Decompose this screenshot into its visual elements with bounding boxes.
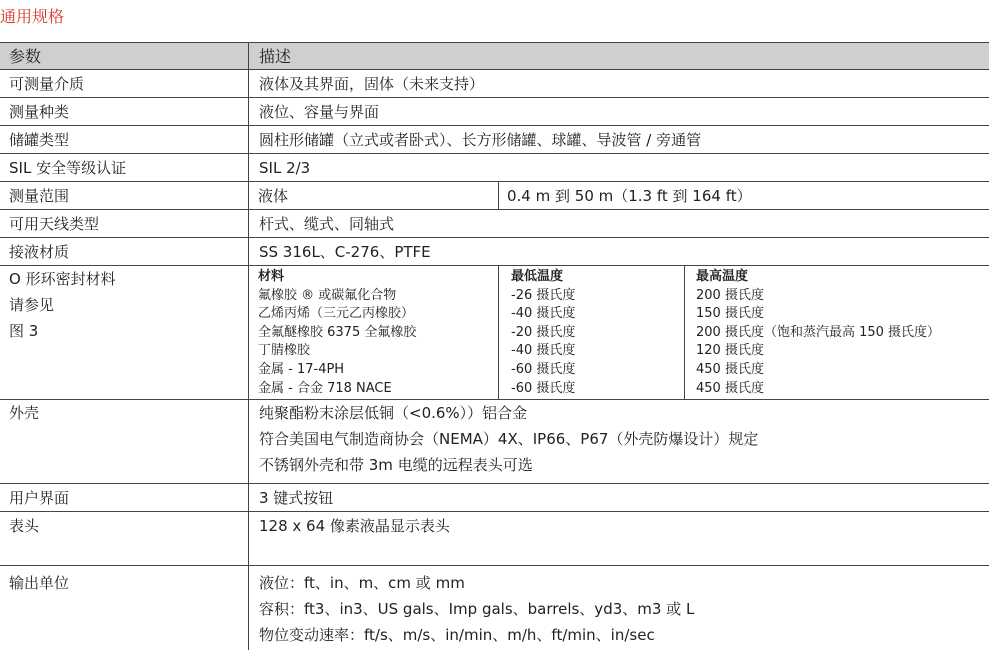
oring-label-line: 图 3 xyxy=(9,322,39,340)
oring-material-col xyxy=(250,266,499,399)
oring-material-header: 材料 xyxy=(258,269,285,284)
row-label: 输出单位 xyxy=(9,574,70,592)
row-label: 可测量介质 xyxy=(9,75,85,93)
table-row xyxy=(0,484,989,512)
row-value: SS 316L、C-276、PTFE xyxy=(259,243,431,261)
table-row xyxy=(0,126,989,154)
oring-max-temp: 200 摄氏度（饱和蒸汽最高 150 摄氏度） xyxy=(696,324,941,340)
oring-min-temp: -26 摄氏度 xyxy=(511,287,576,303)
row-label: 外壳 xyxy=(9,404,40,422)
table-header xyxy=(0,42,989,70)
header-desc: 描述 xyxy=(259,47,292,66)
oring-material: 丁腈橡胶 xyxy=(258,343,311,359)
oring-min-header: 最低温度 xyxy=(511,269,564,284)
oring-material: 金属 - 合金 718 NACE xyxy=(258,380,392,396)
oring-min-temp: -20 摄氏度 xyxy=(511,324,576,340)
oring-material: 氟橡胶 ® 或碳氟化合物 xyxy=(258,287,397,303)
row-label: SIL 安全等级认证 xyxy=(9,159,127,177)
oring-min-temp: -60 摄氏度 xyxy=(511,361,576,377)
row-value: 3 键式按钮 xyxy=(259,489,334,507)
row-value-line: 符合美国电气制造商协会（NEMA）4X、IP66、P67（外壳防爆设计）规定 xyxy=(259,430,759,448)
row-value-line: 液位：ft、in、m、cm 或 mm xyxy=(259,574,465,592)
header-param: 参数 xyxy=(9,47,42,66)
row-label: 储罐类型 xyxy=(9,131,70,149)
oring-label-line: O 形环密封材料 xyxy=(9,270,116,288)
row-value: 液体及其界面，固体（未来支持） xyxy=(259,75,485,93)
oring-label-line: 请参见 xyxy=(9,296,55,314)
oring-min-col xyxy=(499,266,685,399)
oring-max-temp: 120 摄氏度 xyxy=(696,343,764,359)
row-label: 用户界面 xyxy=(9,489,70,507)
table-row xyxy=(0,566,989,650)
row-label: 接液材质 xyxy=(9,243,70,261)
row-value-line: 不锈钢外壳和带 3m 电缆的远程表头可选 xyxy=(259,456,533,474)
row-value: SIL 2/3 xyxy=(259,159,311,177)
oring-min-temp: -60 摄氏度 xyxy=(511,380,576,396)
oring-min-temp: -40 摄氏度 xyxy=(511,343,576,359)
row-value-range: 0.4 m 到 50 m（1.3 ft 到 164 ft） xyxy=(507,187,752,205)
table-row xyxy=(0,70,989,98)
oring-min-temp: -40 摄氏度 xyxy=(511,306,576,322)
oring-row xyxy=(0,266,989,400)
oring-material: 乙烯丙烯（三元乙丙橡胶） xyxy=(258,306,415,322)
section-title: 通用规格 xyxy=(0,7,65,26)
row-value-line: 纯聚酯粉末涂层低铜（<0.6%））铝合金 xyxy=(259,404,528,422)
row-value-line: 物位变动速率：ft/s、m/s、in/min、m/h、ft/min、in/sec xyxy=(259,626,655,644)
row-label: 测量种类 xyxy=(9,103,70,121)
oring-material: 金属 - 17-4PH xyxy=(258,361,345,377)
row-label: 测量范围 xyxy=(9,187,70,205)
oring-max-temp: 200 摄氏度 xyxy=(696,287,764,303)
oring-max-temp: 450 摄氏度 xyxy=(696,361,764,377)
row-label: 表头 xyxy=(9,517,40,535)
table-row xyxy=(0,98,989,126)
oring-max-temp: 150 摄氏度 xyxy=(696,306,764,322)
row-value: 128 x 64 像素液晶显示表头 xyxy=(259,517,450,535)
row-value: 液位、容量与界面 xyxy=(259,103,380,121)
row-value: 液体 xyxy=(258,187,289,205)
oring-material: 全氟醚橡胶 6375 全氟橡胶 xyxy=(258,324,417,340)
oring-max-temp: 450 摄氏度 xyxy=(696,380,764,396)
table-row xyxy=(0,400,989,484)
spec-table xyxy=(0,42,989,650)
row-value-line: 容积：ft3、in3、US gals、Imp gals、barrels、yd3、m3 或 L xyxy=(259,600,695,618)
table-row xyxy=(0,182,989,210)
table-row xyxy=(0,154,989,182)
table-row xyxy=(0,512,989,566)
oring-max-col xyxy=(685,266,989,399)
row-value: 杆式、缆式、同轴式 xyxy=(259,215,395,233)
row-value: 圆柱形储罐（立式或者卧式）、长方形储罐、球罐、导波管 / 旁通管 xyxy=(259,131,702,149)
table-row xyxy=(0,238,989,266)
oring-max-header: 最高温度 xyxy=(696,269,749,284)
table-row xyxy=(0,210,989,238)
row-label: 可用天线类型 xyxy=(9,215,100,233)
